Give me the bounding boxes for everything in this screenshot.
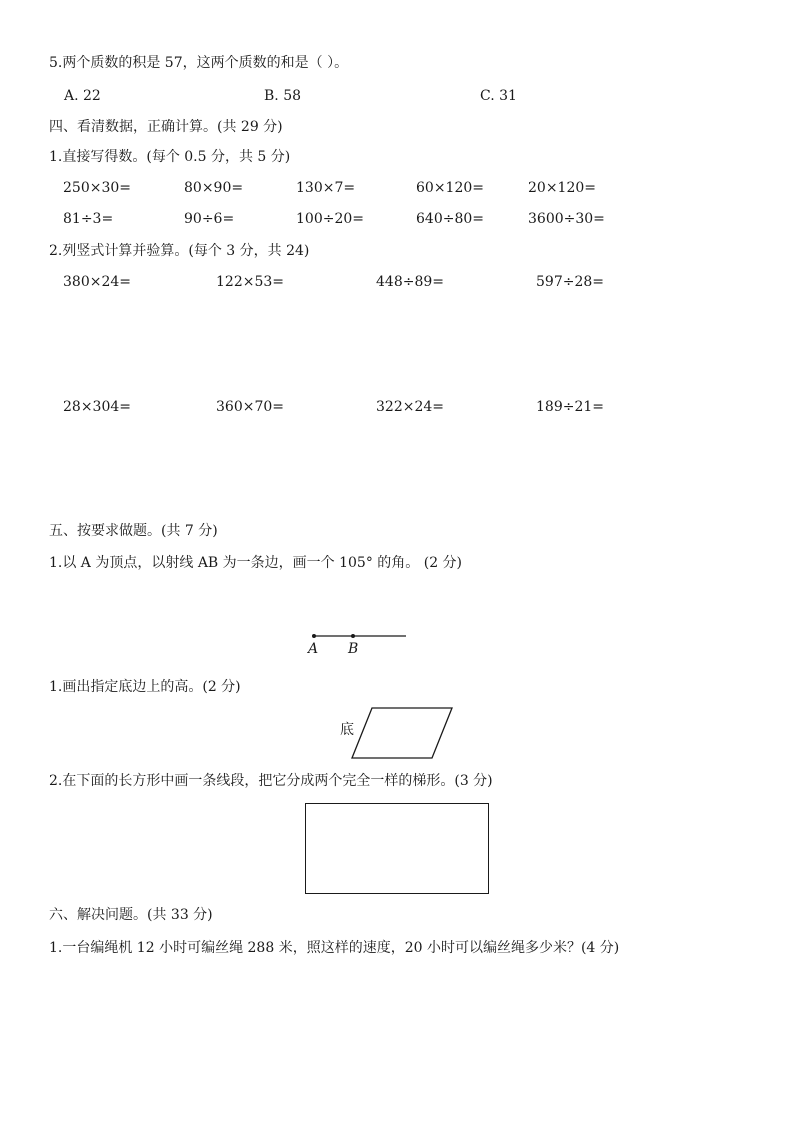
section4-part2-title: 2.列竖式计算并验算。(每个 3 分，共 24) — [49, 243, 310, 259]
section6-q1: 1.一台编绳机 12 小时可编丝绳 288 米，照这样的速度，20 小时可以编丝绳多少米？(4 分) — [49, 940, 620, 956]
section5-q1: 1.以 A 为顶点，以射线 AB 为一条边，画一个 105° 的角。 (2 分) — [49, 555, 463, 571]
vertical-calc-item: 360×70= — [216, 399, 284, 415]
vertical-calc-item: 189÷21= — [536, 399, 604, 415]
vertical-calc-item: 597÷28= — [536, 274, 604, 290]
section5-q2: 1.画出指定底边上的高。(2 分) — [49, 679, 241, 695]
base-label: 底 — [340, 722, 354, 738]
section5-q3: 2.在下面的长方形中画一条线段，把它分成两个完全一样的梯形。(3 分) — [49, 773, 493, 789]
mental-calc-item: 90÷6= — [184, 211, 235, 227]
mental-calc-item: 640÷80= — [416, 211, 484, 227]
section4-part1-title: 1.直接写得数。(每个 0.5 分，共 5 分) — [49, 149, 291, 165]
mental-calc-item: 60×120= — [416, 180, 484, 196]
point-a-dot — [312, 634, 316, 638]
mental-calc-item: 250×30= — [63, 180, 131, 196]
vertical-calc-item: 322×24= — [376, 399, 444, 415]
mental-calc-item: 81÷3= — [63, 211, 114, 227]
q5-option-a: A. 22 — [64, 88, 101, 104]
mental-calc-item: 100÷20= — [296, 211, 364, 227]
vertical-calc-item: 28×304= — [63, 399, 131, 415]
vertical-calc-item: 122×53= — [216, 274, 284, 290]
section6-heading: 六、解决问题。(共 33 分) — [49, 907, 213, 923]
point-a-label: A — [308, 641, 319, 657]
vertical-calc-item: 380×24= — [63, 274, 131, 290]
mental-calc-item: 130×7= — [296, 180, 356, 196]
section5-heading: 五、按要求做题。(共 7 分) — [49, 523, 218, 539]
rectangle-figure — [305, 803, 489, 894]
mental-calc-item: 20×120= — [528, 180, 596, 196]
q5-option-c: C. 31 — [480, 88, 517, 104]
section4-heading: 四、看清数据，正确计算。(共 29 分) — [49, 119, 283, 135]
parallelogram-shape — [352, 708, 452, 758]
mental-calc-item: 3600÷30= — [528, 211, 605, 227]
point-b-label: B — [348, 641, 359, 657]
point-b-dot — [351, 634, 355, 638]
ray-ab-figure — [300, 626, 420, 658]
q5-question: 5.两个质数的积是 57，这两个质数的和是（ ）。 — [49, 55, 349, 71]
q5-option-b: B. 58 — [264, 88, 302, 104]
vertical-calc-item: 448÷89= — [376, 274, 444, 290]
parallelogram-figure — [336, 704, 460, 762]
mental-calc-item: 80×90= — [184, 180, 244, 196]
